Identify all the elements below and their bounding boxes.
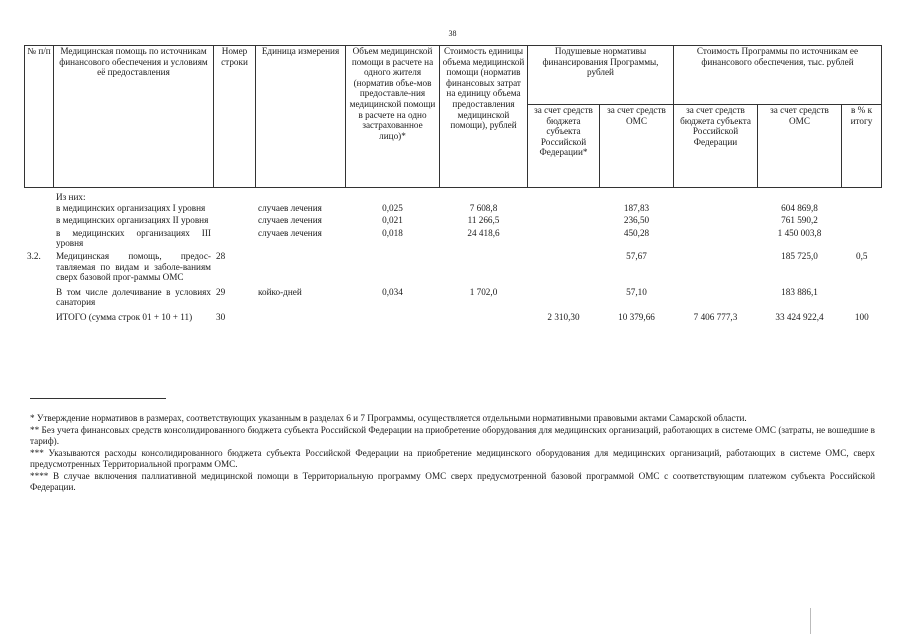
cell-percapita-budget (528, 283, 600, 308)
cell-cost: 24 418,6 (467, 227, 500, 238)
cell-cost (440, 188, 528, 203)
cell-name: в медицинских организациях II уровня (56, 215, 209, 226)
cell-percapita-budget (528, 213, 600, 226)
footnote-2: ** Без учета финансовых средств консолидированного бюджета субъекта Российской Федерации на приобретение оборудования для медицинских организаций, работающих в системе ОМС (затраты, не вошедшие в тариф). (30, 425, 875, 446)
cell-program-oms: 761 590,2 (781, 215, 818, 226)
cell-program-oms: 604 869,8 (781, 202, 818, 213)
cell-percapita-oms: 187,83 (623, 202, 650, 213)
header-program-budget: за счет средств бюджета субъекта Российской Федерации (674, 105, 758, 188)
cell-percent (842, 213, 882, 226)
cell-number: 3.2. (27, 250, 41, 261)
cell-row-number: 30 (216, 311, 226, 322)
table-row (25, 188, 882, 203)
cell-name: в медицинских организациях III уровня (56, 227, 211, 249)
footnote-1: * Утверждение нормативов в размерах, соответствующих указанным в разделах 6 и 7 Программы, осуществляется отдельными нормативными правовыми актами Самарской области. (30, 413, 747, 423)
cell-unit (256, 308, 346, 323)
cell-percent (842, 203, 882, 214)
cell-program-budget (674, 203, 758, 214)
cell-volume: 0,018 (382, 227, 403, 238)
cell-percapita-oms: 57,67 (626, 250, 647, 261)
header-name: Медицинская помощь по источникам финансового обеспечения и условиям её предоставления (54, 46, 214, 188)
cell-number (25, 283, 54, 308)
header-volume: Объем медицинской помощи в расчете на одного жителя (норматив объе-мов предоставле-ния медицинской помощи в расчете на одно застрахованное лицо)* (346, 46, 440, 188)
header-percapita-oms: за счет средств ОМС (600, 105, 674, 188)
cell-volume: 0,021 (382, 215, 403, 226)
scan-artifact (810, 608, 811, 634)
cell-volume (346, 188, 440, 203)
cell-percapita-oms: 10 379,66 (618, 311, 655, 322)
cell-row-number: 28 (216, 250, 226, 261)
cell-volume: 0,034 (382, 286, 403, 297)
cell-number (25, 213, 54, 226)
cell-percapita-oms (600, 188, 674, 203)
cell-program-oms: 33 424 922,4 (775, 311, 824, 322)
cell-percent (842, 188, 882, 203)
cell-number (25, 308, 54, 323)
cell-row-number: 29 (216, 286, 226, 297)
cell-percapita-oms: 236,50 (623, 215, 650, 226)
cell-number (25, 226, 54, 249)
footnote-4: **** В случае включения паллиативной медицинской помощи в Территориальную программу ОМС сверх предусмотренной базовой программой ОМС с соответствующим платежом субъекта Российской Федерации. (30, 471, 875, 492)
cell-program-budget (674, 188, 758, 203)
cell-cost: 1 702,0 (469, 286, 498, 297)
page-number: 38 (448, 29, 457, 38)
cell-percapita-budget (528, 249, 600, 283)
cell-program-budget (674, 226, 758, 249)
cell-program-budget (674, 213, 758, 226)
header-percapita-budget: за счет средств бюджета субъекта Российской Федерации* (528, 105, 600, 188)
cell-unit: койко-дней (258, 286, 302, 297)
cell-volume (346, 249, 440, 283)
header-program-cost: Стоимость Программы по источникам ее финансового обеспечения, тыс. рублей (674, 46, 882, 105)
header-program-oms: за счет средств ОМС (758, 105, 842, 188)
cell-cost (440, 308, 528, 323)
cell-cost: 11 266,5 (467, 215, 500, 226)
footnote-3: *** Указываются расходы консолидированного бюджета субъекта Российской Федерации на приобретение медицинского оборудования для медицинских организаций, работающих в системе ОМС, сверх предусмотренных Территориальной программ ОМС. (30, 448, 875, 469)
cell-percent: 100 (854, 311, 869, 322)
cell-program-oms: 185 725,0 (781, 250, 818, 261)
cell-percapita-budget (528, 203, 600, 214)
cell-row-number (214, 226, 256, 249)
table-row (25, 283, 882, 308)
cell-number (25, 188, 54, 203)
cell-row-number (214, 203, 256, 214)
cell-percapita-oms: 57,10 (626, 286, 647, 297)
cell-program-oms: 183 886,1 (781, 286, 818, 297)
cell-program-budget: 7 406 777,3 (693, 311, 738, 322)
cell-volume: 0,025 (382, 202, 403, 213)
cell-cost (440, 249, 528, 283)
header-percapita: Подушевые нормативы финансирования Программы, рублей (528, 46, 674, 105)
table-row (25, 308, 882, 323)
cell-volume (346, 308, 440, 323)
cell-unit (256, 188, 346, 203)
header-unit: Единица измерения (256, 46, 346, 188)
cell-percapita-budget (528, 188, 600, 203)
cell-unit: случаев лечения (258, 202, 322, 213)
table-row (25, 203, 882, 214)
table-row (25, 213, 882, 226)
cell-percapita-oms: 450,28 (623, 227, 650, 238)
cell-percent (842, 283, 882, 308)
cell-cost: 7 608,8 (469, 202, 498, 213)
financing-table (24, 45, 882, 323)
cell-program-budget (674, 283, 758, 308)
header-percent: в % к итогу (842, 105, 882, 188)
cell-program-oms (758, 188, 842, 203)
header-cost: Стоимость единицы объема медицинской помощи (норматив финансовых затрат на единицу объема предоставления медицинской помощи), рублей (440, 46, 528, 188)
cell-program-budget (674, 249, 758, 283)
cell-unit: случаев лечения (258, 227, 322, 238)
footnotes (30, 413, 875, 494)
cell-name: в медицинских организациях I уровня (56, 202, 206, 213)
cell-row-number (214, 188, 256, 203)
table-row (25, 226, 882, 249)
cell-percent: 0,5 (856, 250, 868, 261)
cell-unit (256, 249, 346, 283)
cell-program-oms: 1 450 003,8 (777, 227, 822, 238)
header-row-number: Номер строки (214, 46, 256, 188)
cell-row-number (214, 213, 256, 226)
cell-percapita-budget (528, 226, 600, 249)
table-row (25, 249, 882, 283)
cell-number (25, 203, 54, 214)
cell-name: Из них: (56, 192, 86, 202)
cell-unit: случаев лечения (258, 215, 322, 226)
cell-name: В том числе долечивание в условиях санатория (56, 286, 211, 308)
cell-name: ИТОГО (сумма строк 01 + 10 + 11) (56, 311, 193, 322)
cell-percapita-budget: 2 310,30 (547, 311, 580, 322)
cell-name: Медицинская помощь, предос-тавляемая по видам и заболе-ваниям сверх базовой прог-раммы ОМС (56, 250, 211, 283)
cell-percent (842, 226, 882, 249)
footnote-divider (30, 398, 166, 399)
header-no: № п/п (25, 46, 54, 188)
